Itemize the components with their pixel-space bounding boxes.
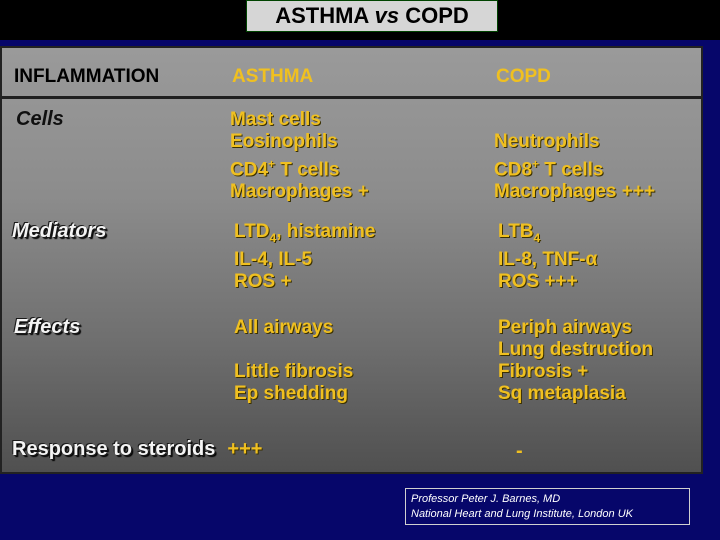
effects-copd-line: Lung destruction <box>498 339 654 360</box>
credit-box <box>405 488 690 525</box>
effects-copd-line: Periph airways <box>498 317 633 338</box>
row-label-effects: Effects <box>14 316 81 338</box>
mediators-copd-line: ROS +++ <box>498 270 578 292</box>
effects-copd-line: Sq metaplasia <box>498 383 626 404</box>
header-asthma: ASTHMA <box>232 66 314 87</box>
effects-asthma-line: Little fibrosis <box>234 361 354 382</box>
mediators-copd-line: IL-8, TNF-α <box>498 248 598 270</box>
mediators-asthma-line: ROS + <box>234 270 292 292</box>
cells-asthma-line: CD4+ T cells <box>230 157 340 181</box>
cells-asthma-line: Eosinophils <box>230 131 338 152</box>
response-copd: - <box>516 440 523 462</box>
credit-institution: National Heart and Lung Institute, London UK <box>411 508 633 520</box>
cells-copd-line: Neutrophils <box>494 131 600 152</box>
cells-asthma <box>230 109 369 203</box>
effects-asthma-line: Ep shedding <box>234 383 348 404</box>
header-copd: COPD <box>496 66 551 87</box>
response-asthma: +++ <box>227 438 263 460</box>
mediators-asthma <box>234 221 375 293</box>
mediators-copd <box>498 221 597 293</box>
effects-asthma <box>234 317 353 405</box>
header-inflammation: INFLAMMATION <box>14 66 160 87</box>
mediators-asthma-line: $LTD_4$, histamine <box>234 221 376 245</box>
cells-asthma-line: Mast cells <box>230 109 321 130</box>
table-header <box>2 48 701 96</box>
title-bar <box>0 0 720 40</box>
cells-copd-line: CD8+ T cells <box>494 157 604 181</box>
title-copd: COPD <box>405 3 469 28</box>
cells-copd-line: Macrophages +++ <box>494 181 656 203</box>
cells-asthma-line: Macrophages + <box>230 181 369 203</box>
mediators-asthma-line: IL-4, IL-5 <box>234 248 313 270</box>
response-row <box>12 438 262 461</box>
effects-copd <box>498 317 653 405</box>
response-label: Response to steroids <box>12 438 216 460</box>
slide-title <box>246 0 498 32</box>
mediators-copd-line: $LTB_4$ <box>498 221 541 245</box>
cells-copd <box>494 131 655 203</box>
effects-copd-line: Fibrosis + <box>498 361 589 382</box>
row-label-cells: Cells <box>16 108 64 130</box>
title-asthma: ASTHMA <box>275 3 369 28</box>
header-divider <box>2 96 701 99</box>
comparison-table <box>0 46 703 474</box>
row-label-mediators: Mediators <box>12 220 107 242</box>
credit-author: Professor Peter J. Barnes, MD <box>411 493 561 505</box>
effects-asthma-line: All airways <box>234 317 334 338</box>
title-vs: vs <box>374 3 400 28</box>
